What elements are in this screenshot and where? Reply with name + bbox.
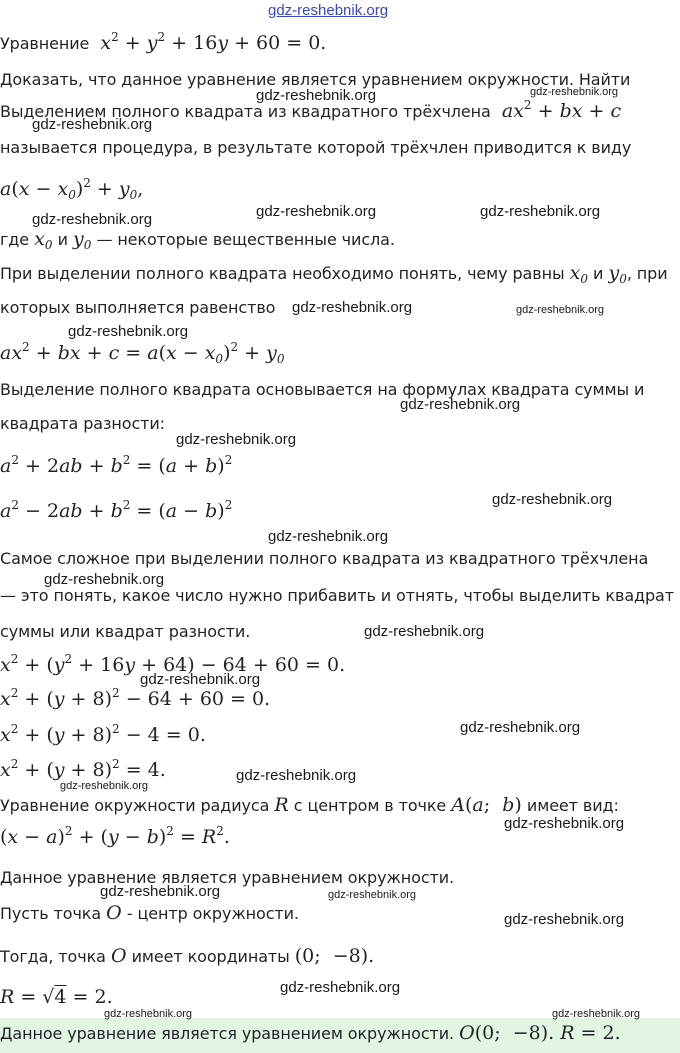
solution-step-4: $x^2 + (y + 8)^2 = 4$. <box>0 757 166 781</box>
formula-square-diff: $a^2 - 2ab + b^2 = (a - b)^2$ <box>0 498 233 522</box>
watermark: gdz-reshebnik.org <box>68 323 189 340</box>
watermark: gdz-reshebnik.org <box>32 211 153 228</box>
watermark: gdz-reshebnik.org <box>256 87 377 104</box>
task-text: Доказать, что данное уравнение является уравнением окружности. Найти <box>0 70 631 89</box>
variables-note: где $x_0$ и $y_0$ — некоторые вещественные числа. <box>0 228 395 252</box>
watermark: gdz-reshebnik.org <box>280 979 401 996</box>
answer: Данное уравнение является уравнением окружности. O(0; −8). R = 2. <box>0 1022 621 1044</box>
radius-result: R = √4 = 2. <box>0 986 113 1008</box>
watermark: gdz-reshebnik.org <box>530 86 619 98</box>
watermark: gdz-reshebnik.org <box>460 719 581 736</box>
explanation-text: При выделении полного квадрата необходимо понять, чему равны $x_0$ и $y_0$, при <box>0 262 668 286</box>
watermark: gdz-reshebnik.org <box>504 815 625 832</box>
hint-text-cont: — это понять, какое число нужно прибавить и отнять, чтобы выделить квадрат <box>0 586 674 605</box>
watermark: gdz-reshebnik.org <box>480 203 601 220</box>
watermark: gdz-reshebnik.org <box>516 304 605 316</box>
formulas-intro-cont: квадрата разности: <box>0 414 165 433</box>
watermark: gdz-reshebnik.org <box>140 671 261 688</box>
solution-step-3: $x^2 + (y + 8)^2 - 4 = 0$. <box>0 722 206 746</box>
watermark: gdz-reshebnik.org <box>60 780 149 792</box>
watermark: gdz-reshebnik.org <box>236 767 357 784</box>
solution-step-2: $x^2 + (y + 8)^2 - 64 + 60 = 0$. <box>0 686 271 710</box>
center-coordinates: Тогда, точка O имеет координаты (0; −8). <box>0 945 375 967</box>
watermark: gdz-reshebnik.org <box>268 528 389 545</box>
watermark: gdz-reshebnik.org <box>552 1008 641 1020</box>
watermark: gdz-reshebnik.org <box>176 431 297 448</box>
problem-statement: Уравнение $x^2 + y^2 + 16y + 60 = 0$. <box>0 30 327 54</box>
watermark: gdz-reshebnik.org <box>364 623 485 640</box>
formula-vertex-form: $a(x - x_0)^2 + y_0$, <box>0 176 144 202</box>
watermark: gdz-reshebnik.org <box>292 299 413 316</box>
definition-text-cont: называется процедура, в результате которой трёхчлен приводится к виду <box>0 138 632 157</box>
formula-square-sum: $a^2 + 2ab + b^2 = (a + b)^2$ <box>0 453 233 477</box>
watermark: gdz-reshebnik.org <box>328 889 417 901</box>
solution-step-1: $x^2 + (y^2 + 16y + 64) - 64 + 60 = 0$. <box>0 652 346 676</box>
formula-equality: $ax^2$ + bx + $c = a(x - x_0)^2 + y_0$ <box>0 340 285 366</box>
conclusion-text: Данное уравнение является уравнением окружности. <box>0 868 455 887</box>
equation-given: $x^2 + y^2 + 16y + 60 = 0$. <box>100 30 327 54</box>
watermark: gdz-reshebnik.org <box>504 911 625 928</box>
formulas-intro: Выделение полного квадрата основывается на формулах квадрата суммы и <box>0 380 645 399</box>
watermark: gdz-reshebnik.org <box>256 203 377 220</box>
watermark: gdz-reshebnik.org <box>492 491 613 508</box>
watermark: gdz-reshebnik.org <box>104 1008 193 1020</box>
hint-text-end: суммы или квадрат разности. <box>0 622 251 641</box>
watermark: gdz-reshebnik.org <box>32 116 153 133</box>
explanation-text-cont: которых выполняется равенство <box>0 298 276 317</box>
hint-text: Самое сложное при выделении полного квадрата из квадратного трёхчлена <box>0 549 649 568</box>
circle-equation-intro: Уравнение окружности радиуса R с центром в точке A(a; b) имеет вид: <box>0 794 619 816</box>
watermark: gdz-reshebnik.org <box>100 883 221 900</box>
circle-equation: $(x - a)^2 + (y - b)^2 = R^2$. <box>0 824 230 848</box>
watermark: gdz-reshebnik.org <box>44 571 165 588</box>
site-link[interactable]: gdz-reshebnik.org <box>268 2 389 19</box>
center-definition: Пусть точка O - центр окружности. <box>0 902 299 924</box>
watermark: gdz-reshebnik.org <box>400 396 521 413</box>
definition-text: Выделением полного квадрата из квадратного трёхчлена $ax^2$ + bx + c <box>0 98 622 122</box>
